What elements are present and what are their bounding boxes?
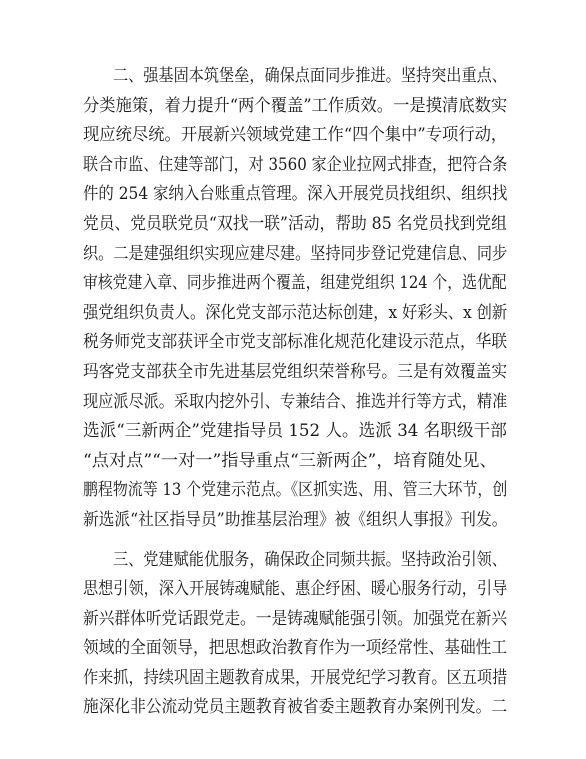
text-line: 施深化非公流动党员主题教育被省委主题教育办案例刊发。二	[83, 697, 508, 718]
text-line: 分类施策，着力提升“两个覆盖”工作质效。一是摸清底数实	[83, 95, 508, 116]
text-line: 三、党建赋能优服务，确保政企同频共振。坚持政治引领、	[112, 549, 507, 570]
text-line: 现应统尽统。开展新兴领域党建工作“四个集中”专项行动，	[83, 125, 508, 146]
text-line: 现应派尽派。采取内挖外引、专兼结合、推选并行等方式，精准	[83, 391, 508, 412]
paragraph-2	[83, 546, 508, 724]
text-line: 强党组织负责人。深化党支部示范达标创建，x 好彩头、x 创新	[83, 302, 508, 323]
text-line: 件的 254 家纳入台账重点管理。深入开展党员找组织、组织找	[83, 184, 508, 205]
text-line: 税务师党支部获评全市党支部标准化规范化建设示范点，华联	[83, 332, 508, 353]
text-line: 领域的全面领导，把思想政治教育作为一项经常性、基础性工	[83, 638, 508, 659]
paragraph-gap	[83, 536, 505, 546]
text-line: 玛客党支部获全市先进基层党组织荣誉称号。三是有效覆盖实	[83, 361, 508, 382]
text-line: 织。二是建强组织实现应建尽建。坚持同步登记党建信息、同步	[83, 243, 508, 264]
body-text	[83, 62, 508, 723]
text-line: 二、强基固本筑堡垒，确保点面同步推进。坚持突出重点、	[112, 66, 507, 86]
text-line: 思想引领，深入开展铸魂赋能、惠企纾困、暖心服务行动，引导	[83, 579, 508, 600]
text-line: “点对点”“一对一”指导重点“三新两企”，培育随处见、	[83, 450, 497, 471]
text-line: 联合市监、住建等部门，对 3560 家企业拉网式排查，把符合条	[83, 154, 508, 175]
paragraph-1	[83, 62, 508, 536]
text-line: 作来抓，持续巩固主题教育成果，开展党纪学习教育。区五项措	[83, 667, 508, 688]
text-line: 选派“三新两企”党建指导员 152 人。选派 34 名职级干部	[83, 421, 507, 442]
text-line: 新选派“社区指导员”助推基层治理》被《组织人事报》刊发。	[83, 509, 508, 530]
text-line: 党员、党员联党员“双找一联”活动，帮助 85 名党员找到党组	[83, 213, 507, 234]
text-line: 鹏程物流等 13 个党建示范点。《区抓实选、用、管三大环节，创	[83, 480, 508, 501]
text-line: 审核党建入章、同步推进两个覆盖，组建党组织 124 个，选优配	[83, 273, 507, 294]
text-line: 新兴群体听党话跟党走。一是铸魂赋能强引领。加强党在新兴	[83, 608, 508, 629]
